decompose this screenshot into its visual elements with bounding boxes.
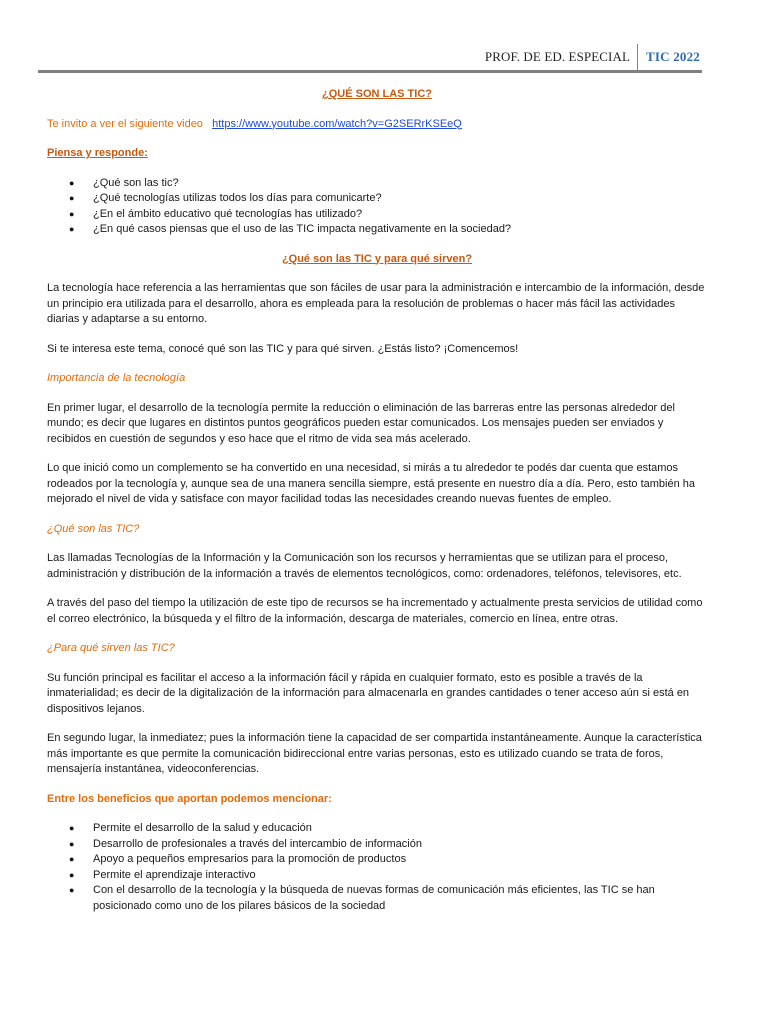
document-body <box>47 87 707 914</box>
para-paragraph-1: Su función principal es facilitar el acceso a la información fácil y rápida en cualquier formato, esto es posible a través de la inmaterialidad; es decir de la digitalización de la información para almacenarla en grandes cantidades o tener acceso aún si está en dispositivos lejanos. <box>47 671 690 715</box>
section-title: ¿Qué son las TIC y para qué sirven? <box>281 252 473 265</box>
importancia-paragraph-1: En primer lugar, el desarrollo de la tecnología permite la reducción o eliminación de las barreras entre las personas alrededor del mundo; es decir que lugares en distintos puntos geográficos pueden estar comunicados. Los mensajes pueden ser enviados y recibidos en cuestión de segundos y eso hace que el ritmo de vida sea más acelerado. <box>47 401 675 445</box>
list-item: ● ¿Qué tecnologías utilizas todos los días para comunicarte? <box>47 191 707 207</box>
queson-paragraph-2: A través del paso del tiempo la utilización de este tipo de recursos se ha incrementado y actualmente presta servicios de utilidad como el correo electrónico, la búsqueda y el filtro de la información, descarga de materiales, comercio en línea, entre otras. <box>47 597 703 625</box>
bullet-icon: ● <box>69 208 75 219</box>
list-item: ● Con el desarrollo de la tecnología y la búsqueda de nuevas formas de comunicación más eficientes, las TIC se han posicionado como uno de los pilares básicos de la sociedad <box>69 884 655 912</box>
piensa-heading: Piensa y responde: <box>47 147 148 159</box>
document-title: ¿QUÉ SON LAS TIC? <box>322 88 432 100</box>
list-item: ● ¿En el ámbito educativo qué tecnologías has utilizado? <box>47 207 707 223</box>
bullet-icon: ● <box>69 193 75 203</box>
bullet-icon: ● <box>69 885 75 895</box>
importancia-paragraph-2: Lo que inició como un complemento se ha convertido en una necesidad, si mirás a tu alrededor te podés dar cuenta que estamos rodeados por la tecnología y, aunque sea de una manera sencilla siempre, está presente en nuestro día a día. Pero, esto también ha mejorado el nivel de vida y satisface con mayor facilidad todas las necesidades creando nuevas fuentes de empleo. <box>47 462 695 505</box>
list-item: ● ¿En qué casos piensas que el uso de las TIC impacta negativamente en la sociedad? <box>47 222 707 238</box>
para-heading: ¿Para qué sirven las TIC? <box>47 642 175 654</box>
list-item: ● Desarrollo de profesionales a través del intercambio de información <box>47 837 707 853</box>
video-invite <box>47 117 707 133</box>
header-rule <box>38 70 702 73</box>
bullet-icon: ● <box>69 854 75 864</box>
interesa-paragraph: Si te interesa este tema, conocé qué son las TIC y para qué sirven. ¿Estás listo? ¡Comencemos! <box>47 342 519 355</box>
intro-paragraph: La tecnología hace referencia a las herramientas que son fáciles de usar para la administración e intercambio de la información, desde un principio era utilizada para el desarrollo, ahora es empleada para la resolución de problemas o hacer más fácil las actividades diarias y adaptarse a su entorno. <box>47 282 705 325</box>
importancia-heading: Importancia de la tecnología <box>47 372 186 384</box>
invite-label: Te invito a ver el siguiente video <box>47 117 203 130</box>
piensa-list <box>47 176 707 238</box>
video-link[interactable]: https://www.youtube.com/watch?v=G2SERrKSEeQ <box>212 117 462 130</box>
bullet-icon: ● <box>69 869 75 880</box>
beneficios-heading: Entre los beneficios que aportan podemos mencionar: <box>47 792 332 805</box>
page-header <box>485 44 700 70</box>
queson-paragraph-1: Las llamadas Tecnologías de la Información y la Comunicación son los recursos y herramientas que se utilizan para el proceso, administración y distribución de la información a través de elementos tecnológicos, como: ordenadores, teléfonos, televisores, etc. <box>47 552 682 580</box>
bullet-icon: ● <box>69 224 75 234</box>
bullet-icon: ● <box>69 177 75 188</box>
queson-heading: ¿Qué son las TIC? <box>47 522 140 535</box>
header-author: PROF. DE ED. ESPECIAL <box>484 49 631 64</box>
beneficios-list <box>47 821 707 914</box>
para-paragraph-2: En segundo lugar, la inmediatez; pues la información tiene la capacidad de ser compartida instantáneamente. Aunque la característica más importante es que permite la comunicación bidireccional entre varias personas, esto es utilizado cuando se trata de foros, mensajería instantánea, videoconferencias. <box>47 732 702 775</box>
bullet-icon: ● <box>69 838 75 849</box>
header-course: TIC 2022 <box>646 49 700 64</box>
list-item: ● Permite el desarrollo de la salud y educación <box>47 821 707 837</box>
list-item: ● ¿Qué son las tic? <box>47 176 707 192</box>
bullet-icon: ● <box>69 823 75 833</box>
list-item: ● Permite el aprendizaje interactivo <box>47 868 707 884</box>
list-item: ● Apoyo a pequeños empresarios para la promoción de productos <box>47 852 707 868</box>
